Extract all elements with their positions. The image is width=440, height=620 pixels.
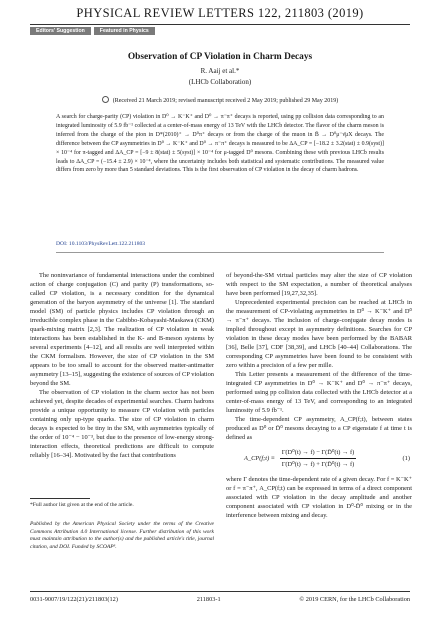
body-paragraph: The time-dependent CP asymmetry, A_CP(f;t), between states produced as D⁰ or D̄⁰ mesons decaying to a CP eigenstate f at time t is defined as [226,416,412,441]
doi-link[interactable]: DOI: 10.1103/PhysRevLett.122.211803 [56,241,146,247]
received-dates [0,96,440,104]
equation-fraction [280,448,357,469]
footer-page-number: 211803-1 [196,596,221,603]
body-paragraph: This Letter presents a measurement of the difference of the time-integrated CP asymmetries in D⁰ → K⁻K⁺ and D⁰ → π⁻π⁺ decays, performed using pp collision data collected with the LHCb detector at a center-of-mass energy of 13 TeV, and corresponding to an integrated luminosity of 5.9 fb⁻¹. [226,371,412,414]
article-title: Observation of CP Violation in Charm Decays [127,52,313,62]
open-access-icon [102,96,109,103]
collaboration-line: (LHCb Collaboration) [188,78,252,86]
author-footnote: *Full author list given at the end of the article. [30,502,134,508]
equation-1 [226,448,412,469]
featured-in-physics-badge[interactable]: Featured in Physics [94,27,155,35]
journal-header: PHYSICAL REVIEW LETTERS 122, 211803 (2019) [76,6,364,20]
equation-numerator: Γ(D⁰(t) → f) − Γ(D̄⁰(t) → f) [280,448,357,459]
footnote-rule [30,498,90,499]
equation-denominator: Γ(D⁰(t) → f) + Γ(D̄⁰(t) → f) [281,461,355,468]
equation-number: (1) [402,455,410,462]
abstract: A search for charge-parity (CP) violation in D⁰ → K⁻K⁺ and D⁰ → π⁻π⁺ decays is reported, using pp collision data corresponding to an integrated luminosity of 5.9 fb⁻¹ collected at a center-of-mass energy of 13 TeV with the LHCb detector. The flavor of the charm meson is inferred from the charge of the pion in D*(2010)⁺ → D⁰π⁺ decays or from the charge of the muon in B̄ → D⁰μ⁻ν̄μX decays. The difference between the CP asymmetries in D⁰ → K⁻K⁺ and D⁰ → π⁻π⁺ decays is measured to be ΔA_CP = [−18.2 ± 3.2(stat) ± 0.9(syst)] × 10⁻⁴ for π-tagged and ΔA_CP = [−9 ± 8(stat) ± 5(syst)] × 10⁻⁴ for μ-tagged D⁰ mesons. Combining these with previous LHCb results leads to ΔA_CP = (−15.4 ± 2.9) × 10⁻⁴, where the uncertainty includes both statistical and systematic contributions. The measured value differs from zero by more than 5 standard deviations. This is the first observation of CP violation in the decay of charm hadrons. [56,114,384,174]
body-paragraph: where Γ denotes the time-dependent rate of a given decay. For f = K⁻K⁺ or f = π⁻π⁺, A_CP(f;t) can be expressed in terms of a direct component associated with CP violation in the decay amplitude and another component associated with CP violation in D⁰-D̄⁰ mixing or in the interference between mixing and decay. [226,476,412,519]
header-rule [30,24,410,25]
left-column [30,271,214,460]
body-paragraph: of beyond-the-SM virtual particles may alter the size of CP violation with respect to the SM expectation, a number of theoretical analyses have been performed [19,27,32,35]. [226,272,412,297]
equation-lhs: A_CP(f;t) ≡ [244,454,276,462]
license-note: Published by the American Physical Society under the terms of the Creative Commons Attribution 4.0 International license. Further distribution of this work must maintain attribution to the author(s) and the published article's title, journal citation, and DOI. Funded by SCOAP³. [30,521,214,550]
footer-rule [30,591,410,592]
page-footer [30,596,410,603]
badge-row [30,27,155,35]
abstract-divider [56,252,384,253]
right-column [226,271,412,520]
footer-issn: 0031-9007/19/122(21)/211803(12) [30,596,118,603]
body-paragraph: The noninvariance of fundamental interactions under the combined action of charge conjugation (C) and parity (P) transformations, so-called CP violation, is a necessary condition for the dynamical generation of the baryon asymmetry of the universe [1]. The standard model (SM) of particle physics includes CP violation through an irreducible complex phase in the Cabibbo-Kobayashi-Maskawa (CKM) quark-mixing matrix [2,3]. The realization of CP violation in weak interactions has been established in the K- and B-meson systems by several experiments [4–12], and all results are well interpreted within the CKM formalism. However, the size of CP violation in the SM appears to be too small to account for the observed matter-antimatter asymmetry [13–15], suggesting the existence of sources of CP violation beyond the SM. [30,272,214,387]
received-text: (Received 21 March 2019; revised manuscript received 2 May 2019; published 29 May 2019) [112,98,339,104]
editors-suggestion-badge[interactable]: Editors' Suggestion [30,27,91,35]
footer-copyright: © 2019 CERN, for the LHCb Collaboration [299,596,410,603]
body-paragraph: The observation of CP violation in the charm sector has not been achieved yet, despite decades of experimental searches. Charm hadrons provide a unique opportunity to measure CP violation with particles containing only up-type quarks. The size of CP violation in charm decays is expected to be tiny in the SM, with asymmetries typically of the order of 10⁻⁴ − 10⁻³, but due to the presence of low-energy strong-interaction effects, theoretical predictions are difficult to compute reliably [16–34]. Motivated by the fact that contributions [30,389,214,459]
body-paragraph: Unprecedented experimental precision can be reached at LHCb in the measurement of CP-violating asymmetries in D⁰ → K⁻K⁺ and D⁰ → π⁻π⁺ decays. The inclusion of charge-conjugate decay modes is implied throughout except in asymmetry definitions. Searches for CP violation in these decay modes have been performed by the BABAR [36], Belle [37], CDF [38,39], and LHCb [40–44] Collaborations. The corresponding CP asymmetries have been found to be consistent with zero within a precision of a few per mille. [226,299,412,369]
author-line: R. Aaij et al.* [200,67,240,75]
